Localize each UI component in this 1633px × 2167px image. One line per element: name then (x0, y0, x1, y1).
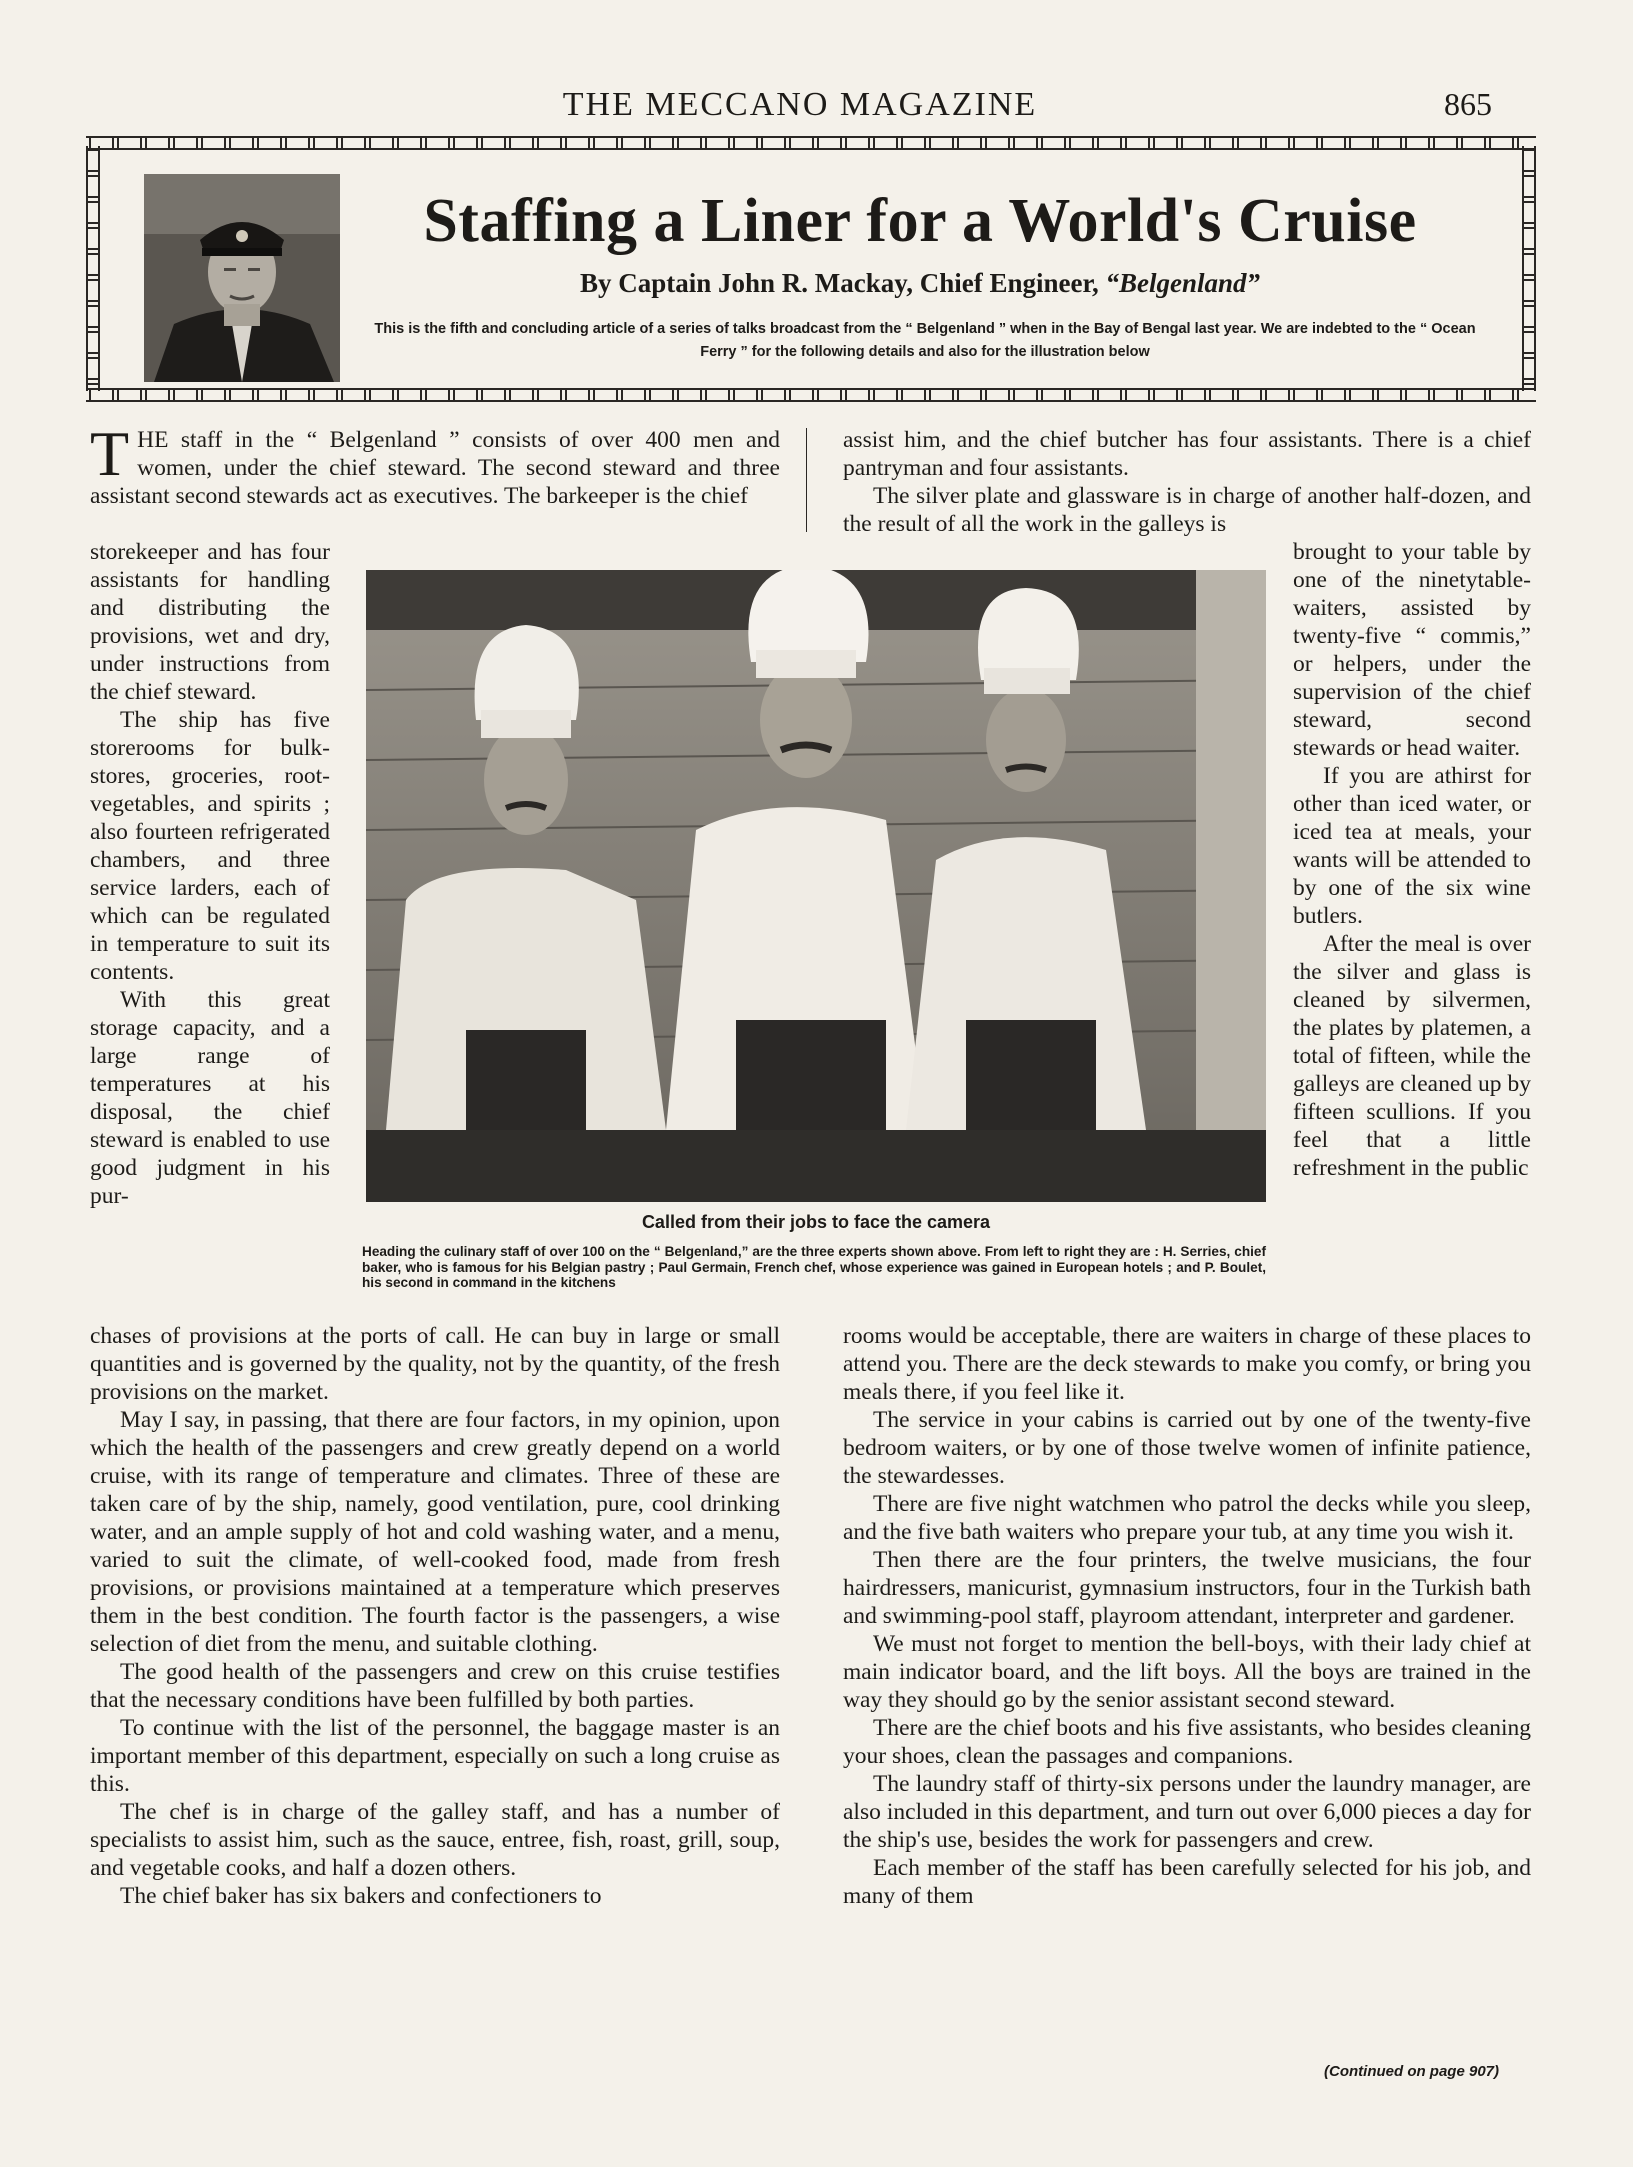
paragraph: storekeeper and has four assistants for handling and distributing the provisions, wet and dry, under instructions from the chief steward. (90, 539, 330, 705)
paragraph: With this great storage capacity, and a large range of temperatures at his disposal, the chief steward is enabled to use good judgment in his pur- (90, 987, 330, 1209)
intro-note: This is the fifth and concluding article of a series of talks broadcast from the “ Belgenland ” when in the Bay of Bengal last year. We are indebted to the “ Ocean Ferry ” for the following details and also for the illustration below (374, 321, 1476, 360)
paragraph: The silver plate and glassware is in charge of another half-dozen, and the result of all the work in the galleys is (843, 483, 1531, 537)
frame-border-bottom (86, 388, 1536, 402)
paragraph: Then there are the four printers, the twelve musicians, the four hairdressers, manicurist, gymnasium instructors, four in the Turkish bath and swimming-pool staff, playroom attendant, interpreter and gardener. (843, 1547, 1531, 1629)
author-portrait (144, 174, 340, 382)
frame-border-top (86, 136, 1536, 150)
byline (340, 268, 1500, 299)
paragraph: The good health of the passengers and crew on this cruise testifies that the necessary conditions have been fulfilled by both parties. (90, 1659, 780, 1713)
byline-ship: “Belgenland” (1105, 268, 1261, 298)
left-column-bottom (90, 1322, 780, 1910)
continued-note: (Continued on page 907) (1324, 2063, 1500, 2080)
article-title: Staffing a Liner for a World's Cruise (423, 187, 1417, 255)
right-column-bottom (843, 1322, 1531, 1910)
paragraph: We must not forget to mention the bell-boys, with their lady chief at main indicator board, and the lift boys. All the boys are trained in the way they should go by the senior assistant second steward. (843, 1631, 1531, 1713)
paragraph: May I say, in passing, that there are four factors, in my opinion, upon which the health of the passengers and crew greatly depend on a world cruise, with its range of temperature and climates. Three of these are taken care of by the ship, namely, good ventilation, pure, cool drinking water, and an ample supply of hot and cold washing water, and a menu, varied to suit the climate, of well-cooked food, made from fresh provisions, or provisions maintained at a temperature which preserves them in the best condition. The fourth factor is the passengers, a wise selection of diet from the menu, and suitable clothing. (90, 1407, 780, 1657)
frame-border-right (1522, 146, 1536, 391)
frame-border-left (86, 146, 100, 391)
column-divider (806, 428, 807, 532)
paragraph: There are five night watchmen who patrol the decks while you sleep, and the five bath waiters who prepare your tub, at any time you wish it. (843, 1491, 1531, 1545)
right-column-narrow (1293, 538, 1531, 1182)
paragraph: chases of provisions at the ports of call. He can buy in large or small quantities and is governed by the quality, not by the quantity, of the fresh provisions on the market. (90, 1323, 780, 1405)
photo-caption-text: Heading the culinary staff of over 100 on the “ Belgenland,” are the three experts shown above. From left to right they are : H. Serries, chief baker, who is famous for his Belgian pastry ; Paul Germain, French chef, whose experience was gained in European hotels ; and P. Boulet, his second in command in the kitchens (362, 1244, 1266, 1290)
paragraph: brought to your table by one of the ninetytable-waiters, assisted by twenty-five “ commis,” or helpers, under the supervision of the chief steward, second stewards or head waiter. (1293, 539, 1531, 761)
byline-author: By Captain John R. Mackay, Chief Engineer, (579, 268, 1106, 298)
left-column-narrow (90, 538, 330, 1210)
paragraph: The laundry staff of thirty-six persons under the laundry manager, are also included in this department, and turn out over 6,000 pieces a day for the ship's use, besides the work for passengers and crew. (843, 1771, 1531, 1853)
paragraph: There are the chief boots and his five assistants, who besides cleaning your shoes, clean the passages and companions. (843, 1715, 1531, 1769)
chefs-photograph (366, 570, 1266, 1202)
paragraph: assist him, and the chief butcher has four assistants. There is a chief pantryman and four assistants. (843, 427, 1531, 481)
paragraph: rooms would be acceptable, there are waiters in charge of these places to attend you. There are the deck stewards to make you comfy, or bring you meals there, if you feel like it. (843, 1323, 1531, 1405)
paragraph: If you are athirst for other than iced water, or iced tea at meals, your wants will be attended to by one of the six wine butlers. (1293, 763, 1531, 929)
page-number: 865 (1444, 86, 1492, 122)
paragraph: The ship has five storerooms for bulk-stores, groceries, root-vegetables, and spirits ; also fourteen refrigerated chambers, and three service larders, each of which can be regulated in temperature to suit its contents. (90, 707, 330, 985)
photo-caption-title: Called from their jobs to face the camera (641, 1212, 991, 1232)
magazine-title: THE MECCANO MAGAZINE (562, 86, 1038, 123)
right-column-top (843, 426, 1531, 538)
drop-cap: T (90, 418, 130, 489)
paragraph: THE staff in the “ Belgenland ” consists of over 400 men and women, under the chief steward. The second steward and three assistant second stewards act as executives. The barkeeper is the chief (90, 418, 780, 509)
paragraph: The chef is in charge of the galley staff, and has a number of specialists to assist him, such as the sauce, entree, fish, roast, grill, soup, and vegetable cooks, and half a dozen others. (90, 1799, 780, 1881)
running-header (80, 86, 1520, 126)
paragraph: To continue with the list of the personnel, the baggage master is an important member of this department, especially on such a long cruise as this. (90, 1715, 780, 1797)
left-column-top (90, 418, 780, 510)
paragraph: Each member of the staff has been carefully selected for his job, and many of them (843, 1855, 1531, 1909)
paragraph: After the meal is over the silver and glass is cleaned by silvermen, the plates by platemen, a total of fifteen, while the galleys are cleaned up by fifteen scullions. If you feel that a little refreshment in the public (1293, 931, 1531, 1181)
paragraph: The chief baker has six bakers and confectioners to (120, 1883, 602, 1909)
paragraph: The service in your cabins is carried out by one of the twenty-five bedroom waiters, or by one of those twelve women of infinite patience, the stewardesses. (843, 1407, 1531, 1489)
